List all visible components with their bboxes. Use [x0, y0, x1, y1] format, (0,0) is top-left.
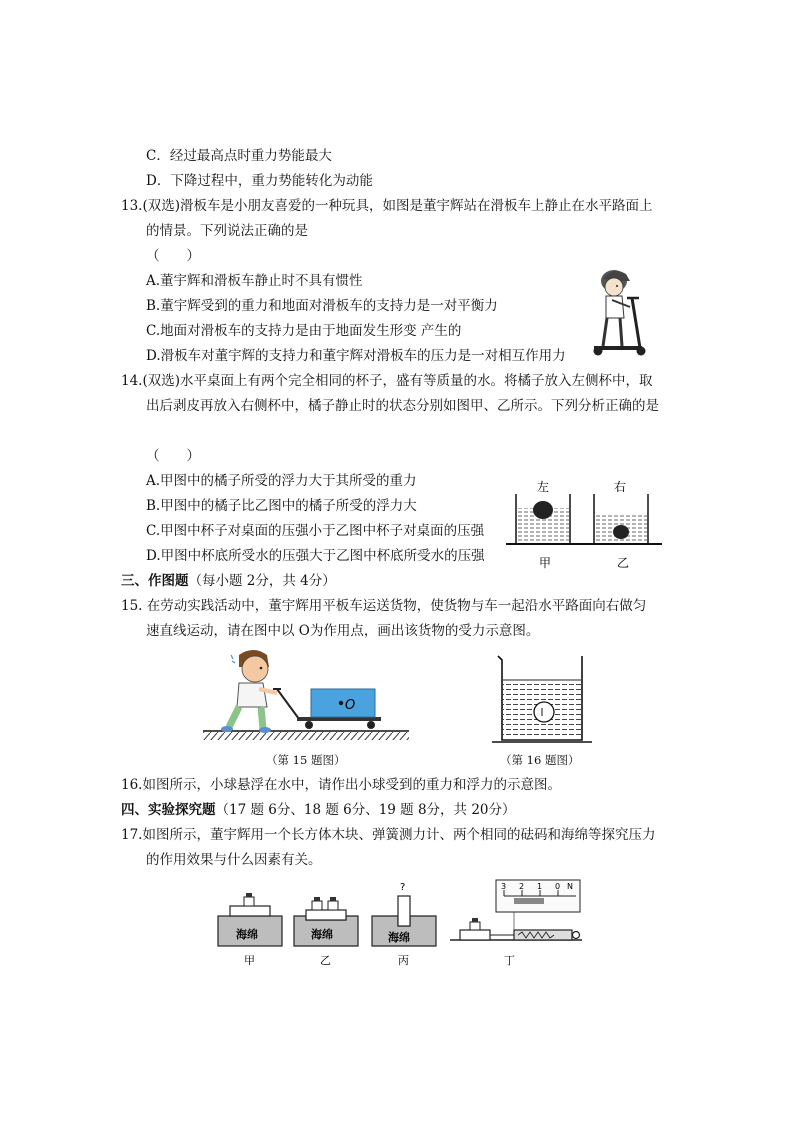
cups-orange-figure [506, 474, 662, 572]
beaker-ball-figure [492, 652, 592, 746]
scale-2: 2 [519, 882, 525, 891]
cup-yi-label: 乙 [617, 556, 630, 570]
q13-answer-blank: （ ） [146, 248, 200, 264]
cup-right-label: 右 [614, 480, 627, 494]
q13-stem-line1: 13.(双选)滑板车是小朋友喜爱的一种玩具，如图是董宇辉站在滑板车上静止在水平路面上 [121, 198, 653, 214]
q17-stem-line2: 的作用效果与什么因素有关。 [146, 852, 322, 868]
sponge-label-jia: 海绵 [236, 928, 258, 941]
q16-stem: 16.如图所示，小球悬浮在水中，请作出小球受到的重力和浮力的示意图。 [121, 777, 561, 793]
cargo-point-o: O [345, 698, 356, 713]
sponge-experiment-figure [214, 876, 584, 970]
section-3-heading [121, 571, 336, 591]
q14-option-b: B.甲图中的橘子比乙图中的橘子所受的浮力大 [146, 498, 417, 514]
q14-option-a: A.甲图中的橘子所受的浮力大于其所受的重力 [146, 473, 417, 489]
cup-left-label: 左 [537, 480, 550, 494]
q13-stem-line2: 的情景。下列说法正确的是 [146, 223, 308, 239]
q12-option-d: D．下降过程中，重力势能转化为动能 [146, 173, 373, 189]
q13-option-b: B.董宇辉受到的重力和地面对滑板车的支持力是一对平衡力 [146, 298, 498, 314]
q14-option-d: D.甲图中杯底所受水的压强大于乙图中杯底所受水的压强 [146, 548, 485, 564]
label-yi: 乙 [320, 954, 331, 967]
q14-stem-line2: 出后剥皮再放入右侧杯中，橘子静止时的状态分别如图甲、乙所示。下列分析正确的是 [146, 398, 659, 414]
cart-pushing-figure [203, 645, 409, 743]
q14-stem-line1: 14.(双选)水平桌面上有两个完全相同的杯子，盛有等质量的水。将橘子放入左侧杯中，取 [121, 373, 653, 389]
q14-answer-blank: （ ） [146, 448, 200, 464]
q17-stem-line1: 17.如图所示，董宇辉用一个长方体木块、弹簧测力计、两个相同的砝码和海绵等探究压力 [121, 827, 656, 843]
sponge-label-bing: 海绵 [388, 931, 410, 944]
scale-1: 1 [537, 882, 543, 891]
q16-caption: （第 16 题图） [500, 753, 580, 767]
scooter-child-figure [586, 262, 660, 358]
cup-jia-label: 甲 [539, 556, 552, 570]
section-3-note: （每小题 2分，共 4分） [188, 573, 336, 589]
scale-unit: N [567, 882, 573, 891]
label-jia: 甲 [244, 954, 255, 967]
scale-3: 3 [501, 882, 507, 891]
unknown-weight-mark: ? [400, 882, 406, 893]
sponge-label-yi: 海绵 [311, 928, 333, 941]
scale-0: 0 [555, 882, 561, 891]
q15-stem-line1: 15. 在劳动实践活动中，董宇辉用平板车运送货物，使货物与车一起沿水平路面向右做匀 [121, 598, 647, 614]
section-4-title: 四、实验探究题 [121, 802, 216, 818]
q13-option-a: A.董宇辉和滑板车静止时不具有惯性 [146, 273, 363, 289]
q14-option-c: C.甲图中杯子对桌面的压强小于乙图中杯子对桌面的压强 [146, 523, 485, 539]
q15-stem-line2: 速直线运动，请在图中以 O为作用点，画出该货物的受力示意图。 [146, 623, 540, 639]
label-bing: 丙 [398, 954, 409, 967]
q15-caption: （第 15 题图） [266, 753, 346, 767]
section-4-note: （17 题 6分、18 题 6分、19 题 8分，共 20分） [215, 802, 516, 818]
section-4-heading [121, 800, 516, 820]
q13-option-d: D.滑板车对董宇辉的支持力和董宇辉对滑板车的压力是一对相互作用力 [146, 348, 566, 364]
label-ding: 丁 [504, 954, 515, 967]
q13-option-c: C.地面对滑板车的支持力是由于地面发生形变 产生的 [146, 323, 462, 339]
q12-option-c: C．经过最高点时重力势能最大 [146, 148, 332, 164]
section-3-title: 三、作图题 [121, 573, 189, 589]
